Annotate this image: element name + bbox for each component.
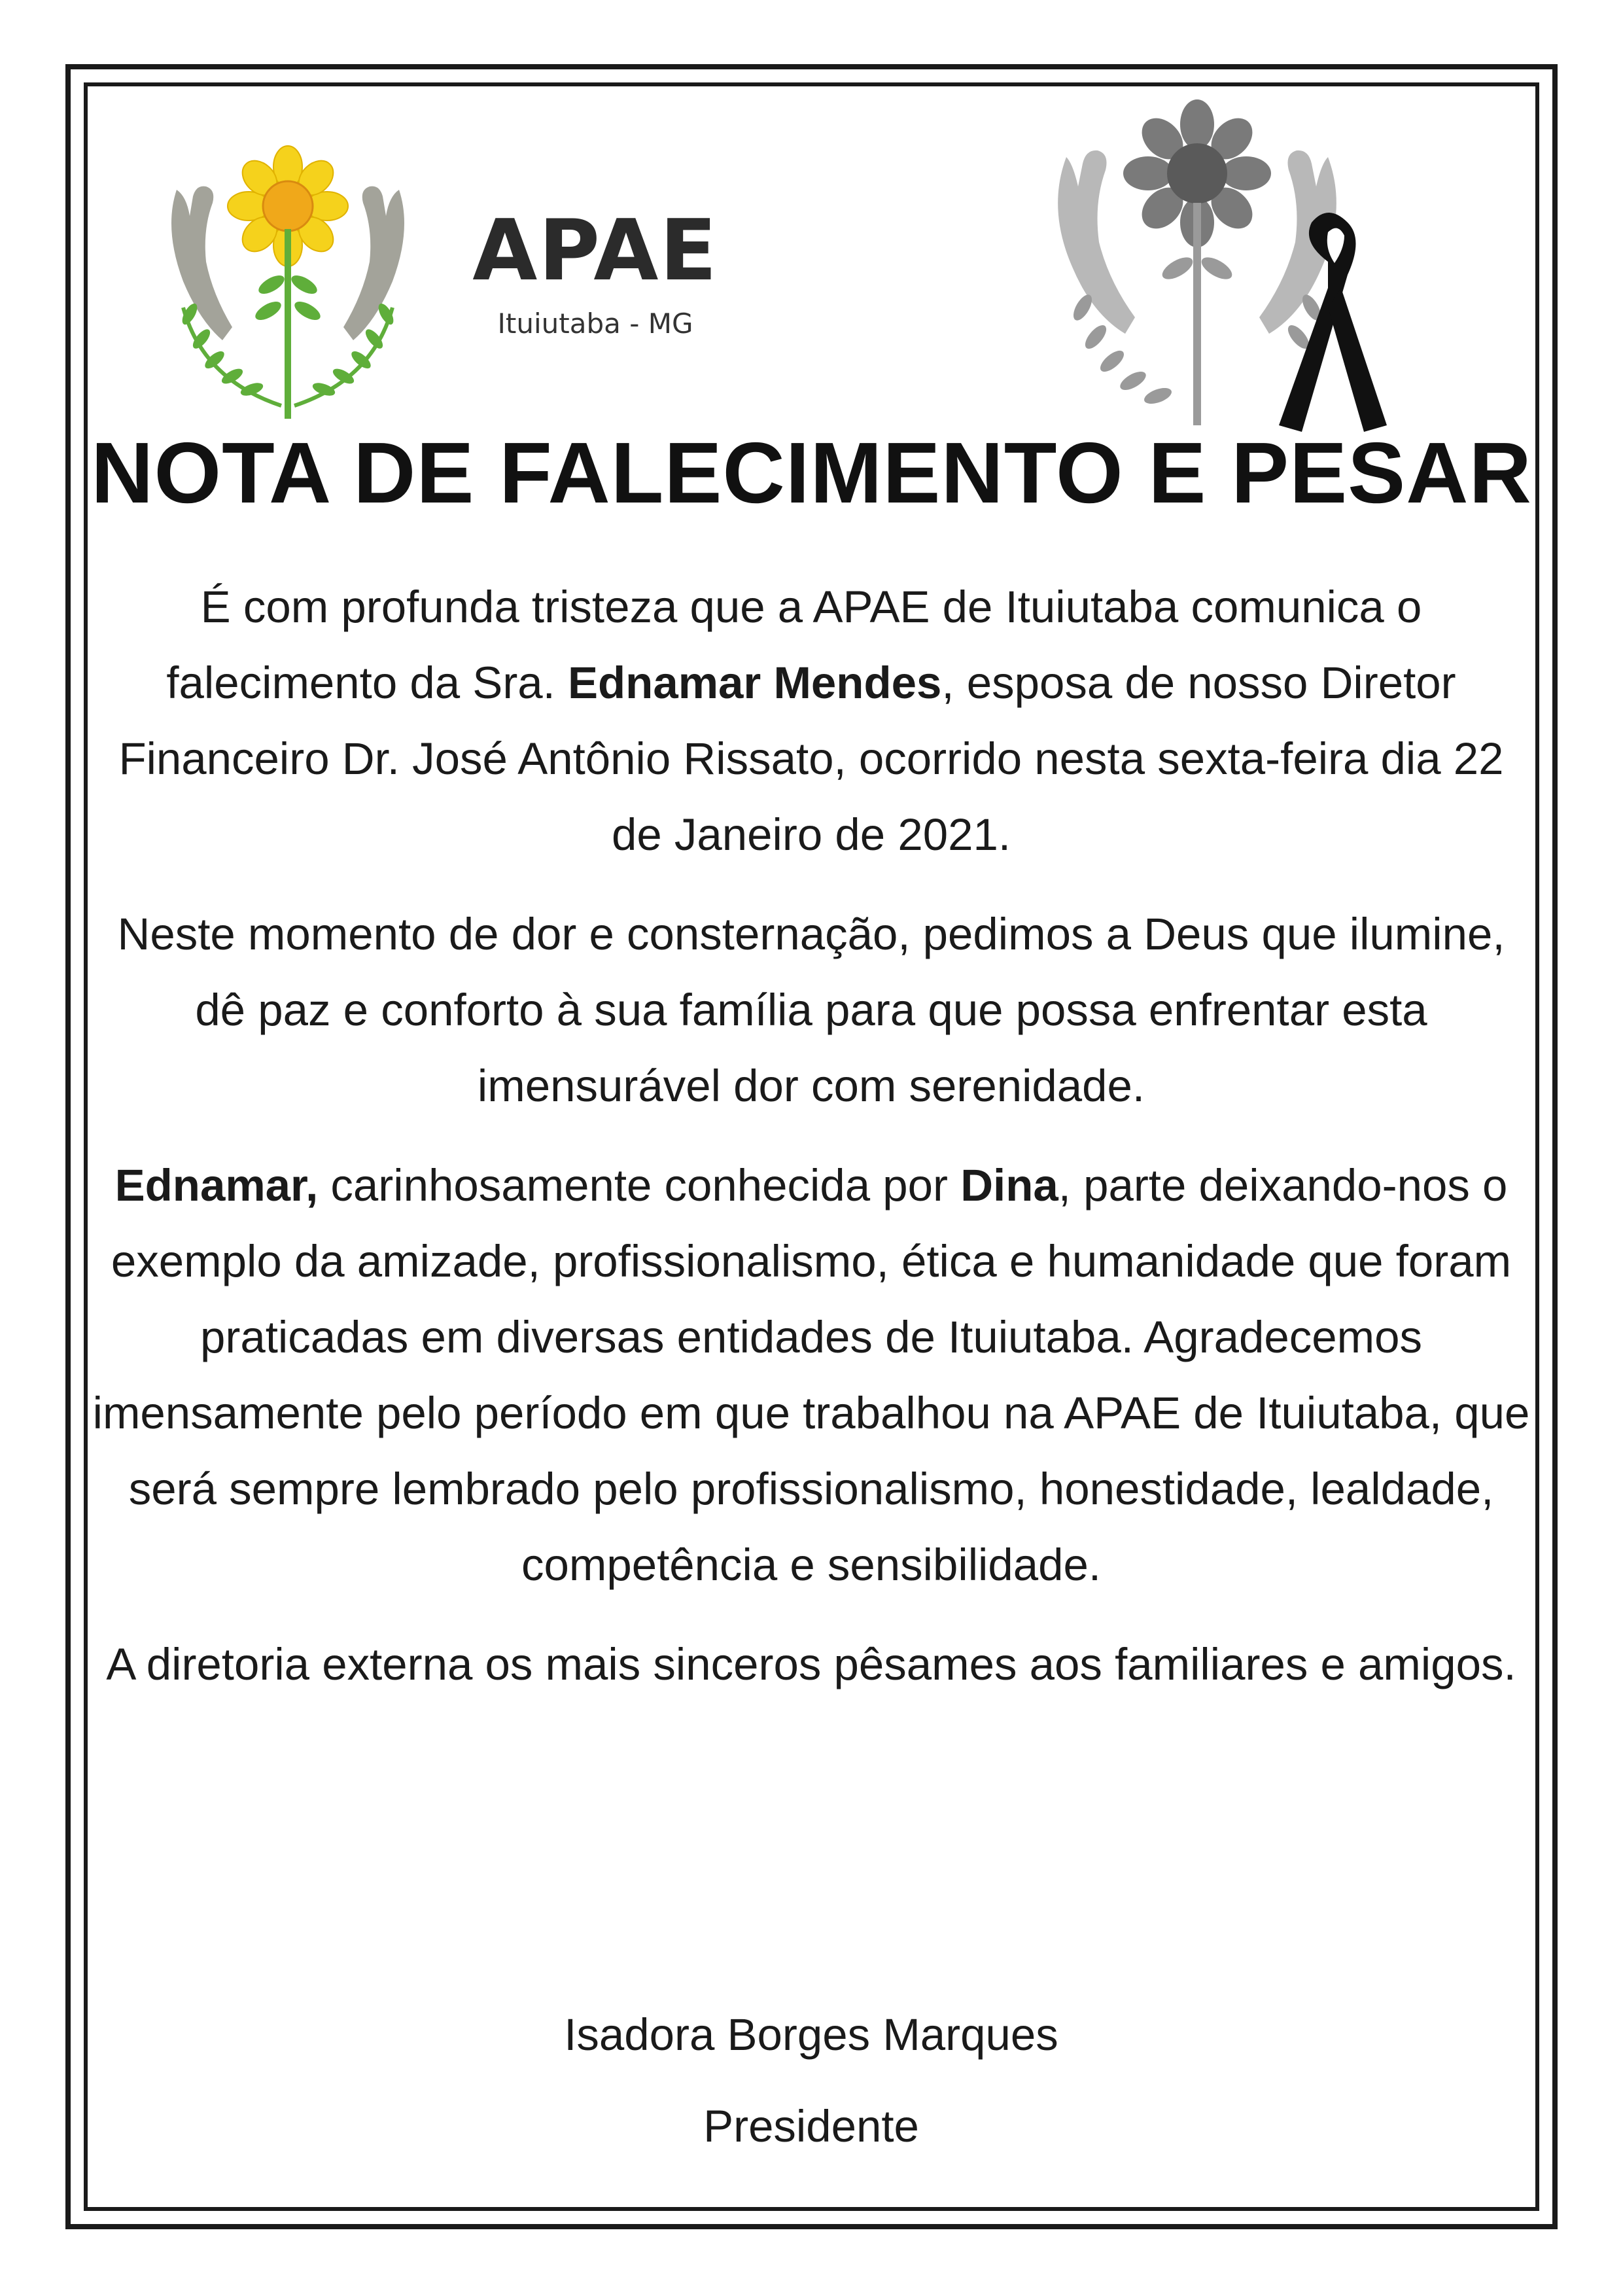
text-segment: A diretoria externa os mais sinceros pêsames aos familiares e amigos.	[106, 1639, 1516, 1689]
text-segment: , parte deixando-nos o exemplo da amizade, profissionalismo, ética e humanidade que foram praticadas em diversas entidades de Ituiutaba. Agradecemos imensamente pelo período em que trabalhou na APAE de Ituiutaba, que será sempre lembrado pelo profissionalismo, honestidade, lealdade, competência e sensibilidade.	[92, 1160, 1530, 1590]
apae-flower-hands-logo	[150, 131, 425, 425]
page-title: NOTA DE FALECIMENTO E PESAR	[91, 425, 1532, 521]
apae-wordmark	[458, 202, 733, 353]
deceased-first-name: Ednamar,	[114, 1160, 319, 1210]
wordmark-title: APAE	[472, 202, 718, 300]
text-segment: , esposa de nosso Diretor Financeiro Dr. José Antônio Rissato, ocorrido nesta sexta-feira dia 22 de Janeiro de 2021.	[118, 658, 1504, 860]
text-segment: Neste momento de dor e consternação, pedimos a Deus que ilumine, dê paz e conforto à sua família para que possa enfrentar esta imensurável dor com serenidade.	[117, 909, 1505, 1111]
text-segment: carinhosamente conhecida por	[318, 1160, 961, 1210]
text-segment: É com profunda tristeza que a APAE de Ituiutaba comunica o falecimento da Sra.	[166, 582, 1422, 708]
paragraph-tribute	[92, 1148, 1531, 1603]
paragraph-closing	[92, 1627, 1531, 1703]
signatory-name: Isadora Borges Marques	[564, 2009, 1058, 2060]
deceased-name: Ednamar Mendes	[568, 658, 942, 708]
paragraph-condolence	[92, 896, 1531, 1124]
signatory-role: Presidente	[703, 2101, 919, 2151]
notice-body	[92, 569, 1531, 1726]
wordmark-location: Ituiutaba - MG	[497, 308, 693, 340]
paragraph-announcement	[92, 569, 1531, 873]
apae-grayscale-logo	[1021, 92, 1426, 445]
nickname: Dina	[960, 1160, 1058, 1210]
